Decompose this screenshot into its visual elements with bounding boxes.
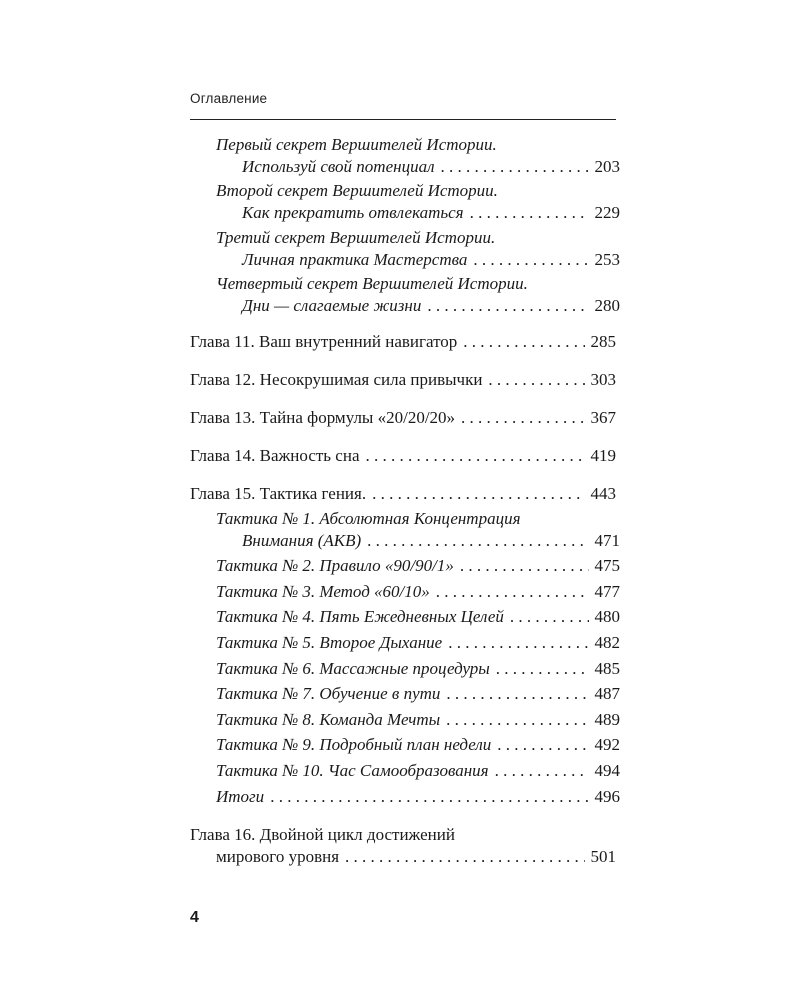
toc-entry-title: Итоги bbox=[216, 787, 265, 806]
dot-leader bbox=[446, 709, 588, 731]
dot-leader bbox=[446, 683, 588, 705]
toc-chapter-11 bbox=[190, 331, 616, 353]
toc-page-number: 419 bbox=[590, 446, 616, 465]
dot-leader bbox=[470, 202, 589, 224]
toc-chapter-title: Глава 14. Важность сна bbox=[190, 446, 360, 465]
dot-leader bbox=[461, 407, 584, 429]
toc-page-number: 477 bbox=[594, 582, 620, 601]
toc-chapter-title: Глава 11. Ваш внутренний навигатор bbox=[190, 332, 458, 351]
toc-chapter-title: мирового уровня bbox=[216, 847, 340, 866]
toc-entry-line1: Первый секрет Вершителей Истории. bbox=[216, 135, 497, 154]
toc-page-number: 229 bbox=[594, 203, 620, 222]
toc-entry-tactic-10 bbox=[216, 760, 620, 782]
dot-leader bbox=[440, 156, 588, 178]
toc-page-number: 471 bbox=[594, 531, 620, 550]
header-rule bbox=[190, 119, 616, 120]
toc-entry-tactic-5 bbox=[216, 632, 620, 654]
toc-entry-tactic-9 bbox=[216, 734, 620, 756]
toc-page-number: 501 bbox=[590, 847, 616, 866]
toc-entry-tactic-1 bbox=[216, 508, 620, 552]
toc-entry-title: Тактика № 3. Метод «60/10» bbox=[216, 582, 430, 601]
toc-entry-line2 bbox=[216, 295, 620, 317]
toc-entry-tactic-2 bbox=[216, 555, 620, 577]
toc-entry-title: Тактика № 4. Пять Ежедневных Целей bbox=[216, 607, 504, 626]
toc-entry-title: Тактика № 5. Второе Дыхание bbox=[216, 633, 443, 652]
dot-leader bbox=[473, 249, 588, 271]
toc-page-number: 280 bbox=[594, 296, 620, 315]
toc-entry-title: Дни — слагаемые жизни bbox=[242, 296, 422, 315]
toc-page-number: 303 bbox=[590, 370, 616, 389]
toc-entry-tactic-3 bbox=[216, 581, 620, 603]
dot-leader bbox=[345, 846, 584, 868]
dot-leader bbox=[436, 581, 589, 603]
toc-entry-line1: Второй секрет Вершителей Истории. bbox=[216, 181, 498, 200]
dot-leader bbox=[460, 555, 589, 577]
dot-leader bbox=[372, 483, 584, 505]
toc-page-number: 443 bbox=[590, 484, 616, 503]
toc-entry-line2 bbox=[216, 202, 620, 224]
dot-leader bbox=[496, 658, 589, 680]
dot-leader bbox=[510, 606, 589, 628]
toc-chapter-line2 bbox=[190, 846, 616, 868]
toc-page-number: 496 bbox=[594, 787, 620, 806]
page-number: 4 bbox=[190, 909, 199, 926]
toc-entry-title: Тактика № 9. Подробный план недели bbox=[216, 735, 492, 754]
dot-leader bbox=[427, 295, 588, 317]
dot-leader bbox=[497, 734, 588, 756]
toc-page-number: 253 bbox=[594, 250, 620, 269]
toc-page-number: 285 bbox=[590, 332, 616, 351]
toc-page-number: 485 bbox=[594, 659, 620, 678]
toc-page-number: 367 bbox=[590, 408, 616, 427]
toc-entry-tactic-4 bbox=[216, 606, 620, 628]
toc-chapter-13 bbox=[190, 407, 616, 429]
toc-chapter-15 bbox=[190, 483, 616, 505]
toc-page-number: 492 bbox=[594, 735, 620, 754]
dot-leader bbox=[488, 369, 584, 391]
toc-entry-title: Как прекратить отвлекаться bbox=[242, 203, 464, 222]
dot-leader bbox=[270, 786, 588, 808]
dot-leader bbox=[495, 760, 589, 782]
toc-entry-title: Личная практика Мастерства bbox=[242, 250, 468, 269]
toc-entry-tactic-6 bbox=[216, 658, 620, 680]
toc-entry-summary bbox=[216, 786, 620, 808]
toc-page-number: 475 bbox=[594, 556, 620, 575]
toc-entry-secret-1 bbox=[216, 134, 620, 178]
toc-chapter-title: Глава 13. Тайна формулы «20/20/20» bbox=[190, 408, 456, 427]
dot-leader bbox=[367, 530, 588, 552]
dot-leader bbox=[366, 445, 585, 467]
toc-entry-line2 bbox=[216, 249, 620, 271]
toc-chapter-16 bbox=[190, 824, 616, 868]
toc-entry-title: Тактика № 2. Правило «90/90/1» bbox=[216, 556, 454, 575]
toc-page-number: 482 bbox=[594, 633, 620, 652]
toc-page-number: 487 bbox=[594, 684, 620, 703]
toc-entry-line2 bbox=[216, 530, 620, 552]
toc-entry-line1: Тактика № 1. Абсолютная Концентрация bbox=[216, 509, 521, 528]
dot-leader bbox=[463, 331, 584, 353]
dot-leader bbox=[448, 632, 588, 654]
toc-entry-tactic-7 bbox=[216, 683, 620, 705]
toc-entry-title: Тактика № 7. Обучение в пути bbox=[216, 684, 441, 703]
toc-page-number: 489 bbox=[594, 710, 620, 729]
running-header: Оглавление bbox=[190, 91, 268, 106]
toc-entry-secret-4 bbox=[216, 273, 620, 317]
toc-entry-line1: Третий секрет Вершителей Истории. bbox=[216, 228, 496, 247]
toc-page-number: 494 bbox=[594, 761, 620, 780]
toc-entry-title: Тактика № 10. Час Самообразования bbox=[216, 761, 489, 780]
toc-entry-secret-3 bbox=[216, 227, 620, 271]
toc-entry-title: Используй свой потенциал bbox=[242, 157, 435, 176]
toc-chapter-title: Глава 12. Несокрушимая сила привычки bbox=[190, 370, 483, 389]
toc-chapter-14 bbox=[190, 445, 616, 467]
toc-entry-line1: Четвертый секрет Вершителей Истории. bbox=[216, 274, 528, 293]
toc-entry-title: Тактика № 8. Команда Мечты bbox=[216, 710, 441, 729]
toc-entry-secret-2 bbox=[216, 180, 620, 224]
toc-chapter-12 bbox=[190, 369, 616, 391]
toc-entry-title: Внимания (АКВ) bbox=[242, 531, 362, 550]
toc-entry-line2 bbox=[216, 156, 620, 178]
toc-entry-tactic-8 bbox=[216, 709, 620, 731]
toc-page-number: 480 bbox=[594, 607, 620, 626]
toc-page-number: 203 bbox=[594, 157, 620, 176]
toc-chapter-line1: Глава 16. Двойной цикл достижений bbox=[190, 825, 455, 844]
toc-chapter-title: Глава 15. Тактика гения. bbox=[190, 484, 367, 503]
toc-entry-title: Тактика № 6. Массажные процедуры bbox=[216, 659, 490, 678]
